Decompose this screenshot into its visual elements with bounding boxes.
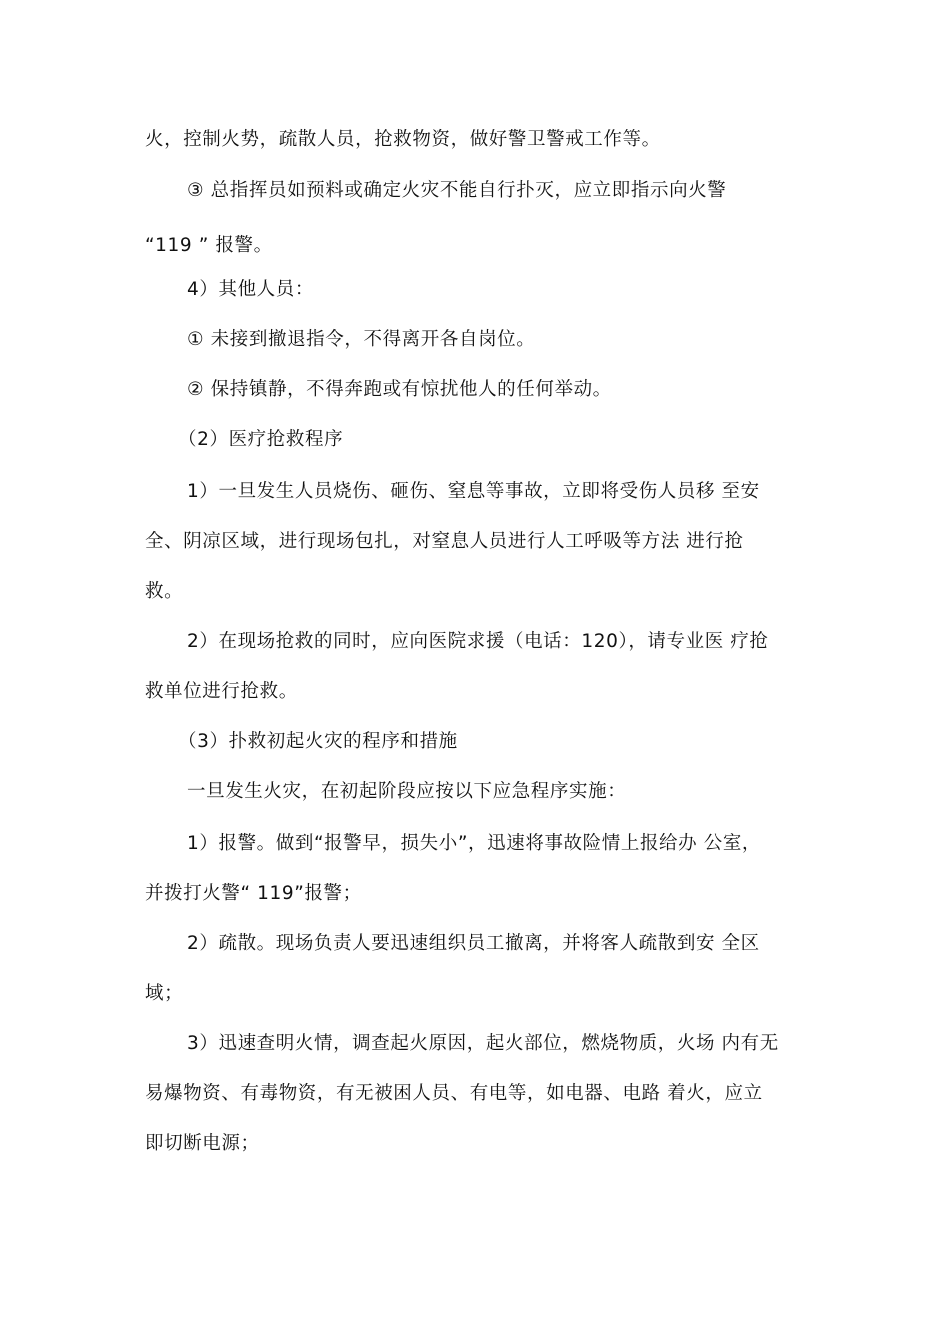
text-line-8: 1）一旦发生人员烧伤、砸伤、窒息等事故，立即将受伤人员移 至安 bbox=[187, 481, 760, 502]
text-line-9: 全、阴凉区域，进行现场包扎，对窒息人员进行人工呼吸等方法 进行抢 bbox=[145, 531, 744, 552]
text-line-5: ① 未接到撤退指令，不得离开各自岗位。 bbox=[187, 329, 536, 350]
text-line-16: 并拨打火警“ 119”报警； bbox=[145, 883, 362, 904]
text-line-14: 一旦发生火灾，在初起阶段应按以下应急程序实施： bbox=[187, 781, 627, 802]
text-line-11: 2）在现场抢救的同时，应向医院求援（电话：120），请专业医 疗抢 bbox=[187, 631, 769, 652]
text-line-2: ③ 总指挥员如预料或确定火灾不能自行扑灭，应立即指示向火警 bbox=[187, 180, 727, 201]
text-line-20: 易爆物资、有毒物资，有无被困人员、有电等，如电器、电路 着火，应立 bbox=[145, 1083, 763, 1104]
text-line-17: 2）疏散。现场负责人要迅速组织员工撤离，并将客人疏散到安 全区 bbox=[187, 933, 760, 954]
text-line-12: 救单位进行抢救。 bbox=[145, 681, 298, 702]
text-line-6: ② 保持镇静，不得奔跑或有惊扰他人的任何举动。 bbox=[187, 379, 612, 400]
text-line-4: 4）其他人员： bbox=[187, 279, 314, 300]
text-line-21: 即切断电源； bbox=[145, 1133, 260, 1154]
text-line-10: 救。 bbox=[145, 581, 184, 602]
text-line-3: “119 ” 报警。 bbox=[145, 235, 273, 256]
text-line-19: 3）迅速查明火情，调查起火原因，起火部位，燃烧物质，火场 内有无 bbox=[187, 1033, 779, 1054]
text-line-1: 火，控制火势，疏散人员，抢救物资，做好警卫警戒工作等。 bbox=[145, 129, 661, 150]
section-heading-3: （3）扑救初起火灾的程序和措施 bbox=[178, 731, 458, 752]
text-line-15: 1）报警。做到“报警早，损失小”，迅速将事故险情上报给办 公室， bbox=[187, 833, 762, 854]
text-line-18: 域； bbox=[145, 983, 184, 1004]
section-heading-2: （2）医疗抢救程序 bbox=[178, 429, 344, 450]
